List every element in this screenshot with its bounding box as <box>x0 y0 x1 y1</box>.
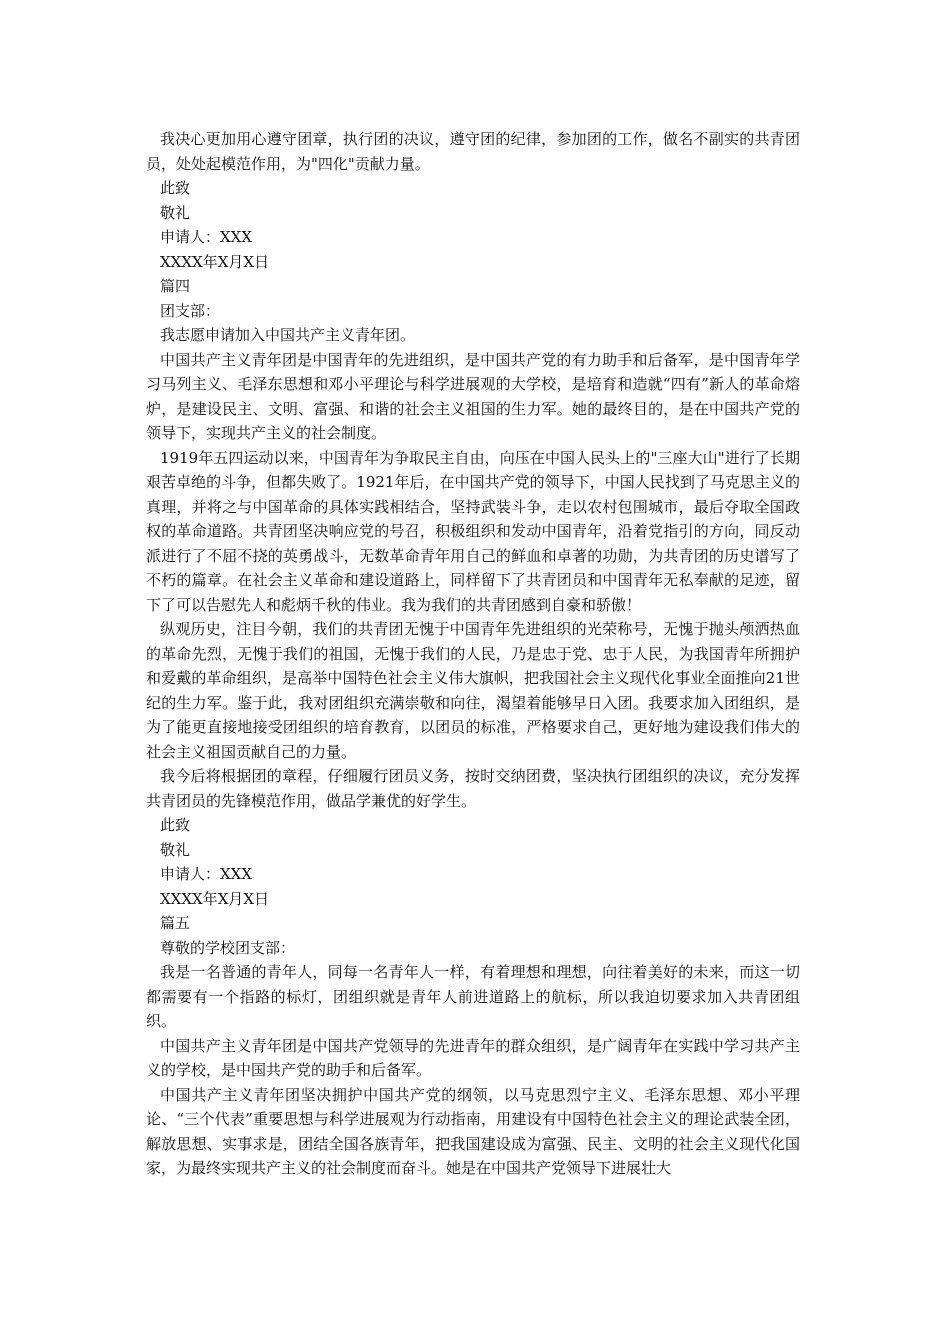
applicant-line: 申请人：XXX <box>160 865 253 883</box>
closing-salutation: 此致 <box>160 179 191 197</box>
closing-salutation: 此致 <box>160 816 191 834</box>
section-heading: 篇四 <box>160 277 191 295</box>
paragraph: 我志愿申请加入中国共产主义青年团。 <box>160 326 416 344</box>
date-line: XXXX年X月X日 <box>160 252 270 271</box>
date-line: XXXX年X月X日 <box>160 889 270 908</box>
addressee-line: 尊敬的学校团支部： <box>160 938 296 957</box>
paragraph: 中国共产主义青年团坚决拥护中国共产党的纲领，以马克思烈宁主义、毛泽东思想、邓小平理论、“三个代表”重要思想与科学进展观为行动指南，用建设有中国特色社会主义的理论武装全团，解放思想、实事求是，团结全国各族青年，把我国建设成为富强、民主、文明的社会主义现代化国家，为最终实现共产主义的社会制度而奋斗。她是在中国共产党领导下进展壮大 <box>146 1085 800 1177</box>
paragraph: 我是一名普通的青年人，同每一名青年人一样，有着理想和理想，向往着美好的未来，而这一切都需要有一个指路的标灯，团组织就是青年人前进道路上的航标，所以我迫切要求加入共青团组织。 <box>146 963 800 1030</box>
applicant-line: 申请人：XXX <box>160 228 253 246</box>
paragraph: 纵观历史，注目今朝，我们的共青团无愧于中国青年先进组织的光荣称号，无愧于抛头颅洒热血的革命先烈，无愧于我们的祖国，无愧于我们的人民，乃是忠于党、忠于人民，为我国青年所拥护和爱戴的革命组织，是高举中国特色社会主义伟大旗帜，把我国社会主义现代化事业全面推向21世纪的生力军。鉴于此，我对团组织充满崇敬和向往，渴望着能够早日入团。我要求加入团组织，是为了能更直接地接受团组织的培育教育，以团员的标准，严格要求自己，更好地为建设我们伟大的社会主义祖国贡献自己的力量。 <box>146 620 800 761</box>
paragraph: 我今后将根据团的章程，仔细履行团员义务，按时交纳团费，坚决执行团组织的决议，充分发挥共青团员的先锋模范作用，做品学兼优的好学生。 <box>146 767 800 810</box>
closing-regards: 敬礼 <box>160 840 191 859</box>
addressee-line: 团支部： <box>160 301 221 320</box>
section-heading: 篇五 <box>160 914 191 932</box>
paragraph: 我决心更加用心遵守团章，执行团的决议，遵守团的纪律，参加团的工作，做名不副实的共青团员，处处起模范作用，为"四化"贡献力量。 <box>146 130 800 173</box>
closing-regards: 敬礼 <box>160 203 191 222</box>
paragraph: 中国共产主义青年团是中国青年的先进组织，是中国共产党的有力助手和后备军，是中国青年学习马列主义、毛泽东思想和邓小平理论与科学进展观的大学校，是培育和造就“四有”新人的革命熔炉，是建设民主、文明、富强、和谐的社会主义祖国的生力军。她的最终目的，是在中国共产党的领导下，实现共产主义的社会制度。 <box>146 350 800 442</box>
paragraph: 中国共产主义青年团是中国共产党领导的先进青年的群众组织，是广阔青年在实践中学习共产主义的学校，是中国共产党的助手和后备军。 <box>146 1036 800 1079</box>
paragraph: 1919年五四运动以来，中国青年为争取民主自由，向压在中国人民头上的"三座大山"进行了长期艰苦卓绝的斗争，但都失败了。1921年后，在中国共产党的领导下，中国人民找到了马克思主义的真理，并将之与中国革命的具体实践相结合，坚持武装斗争，走以农村包围城市，最后夺取全国政权的革命道路。共青团坚决响应党的号召，积极组织和发动中国青年，沿着党指引的方向，同反动派进行了不屈不挠的英勇战斗，无数革命青年用自己的鲜血和卓著的功勋，为共青团的历史谱写了不朽的篇章。在社会主义革命和建设道路上，同样留下了共青团员和中国青年无私奉献的足迹，留下了可以告慰先人和彪炳千秋的伟业。我为我们的共青团感到自豪和骄傲！ <box>146 448 800 614</box>
document-body <box>146 127 800 1181</box>
